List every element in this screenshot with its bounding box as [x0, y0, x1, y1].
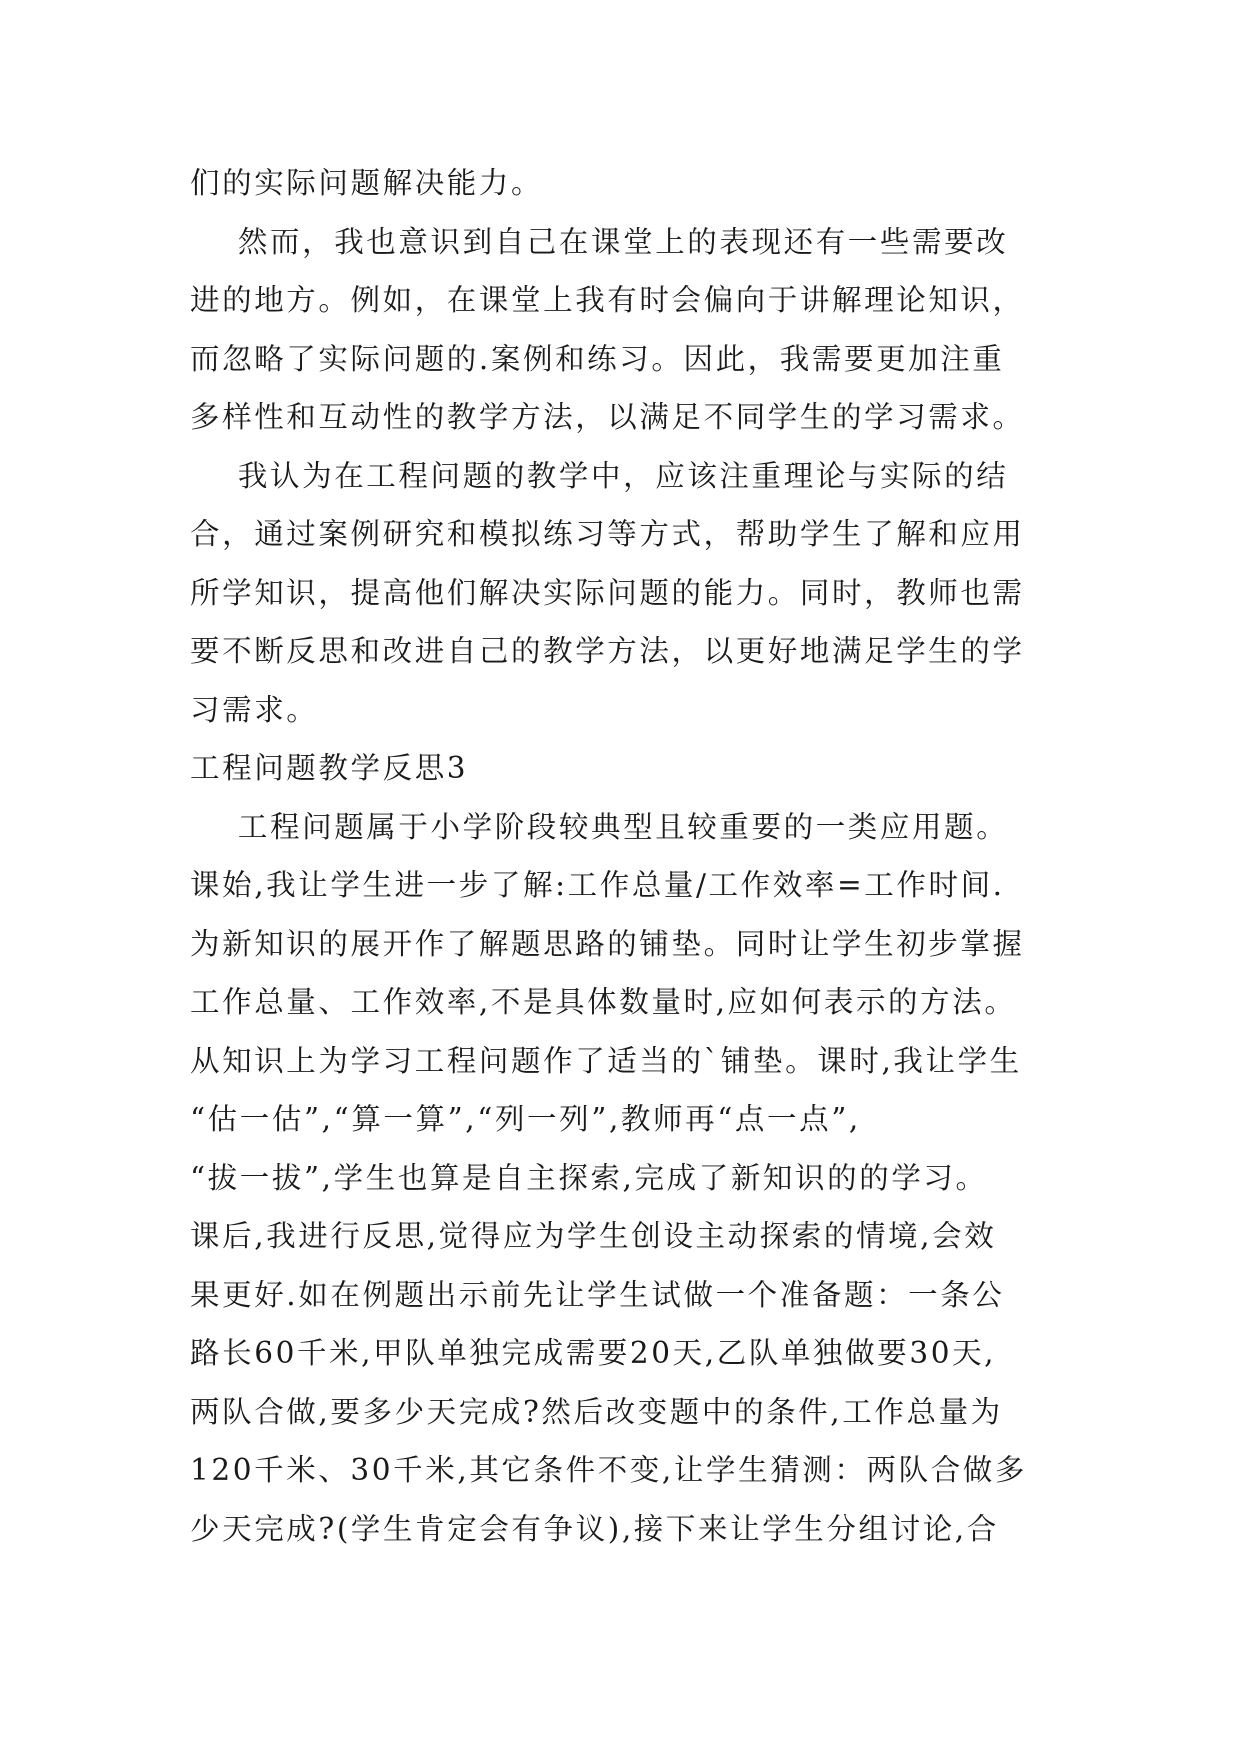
text-line-18: “拔一拔”,学生也算是自主探索,完成了新知识的的学习。	[190, 1160, 988, 1195]
text-line-21: 路长60千米,甲队单独完成需要20天,乙队单独做要30天,	[190, 1336, 997, 1370]
text-line-20: 果更好.如在例题出示前先让学生试做一个准备题：一条公	[190, 1277, 1005, 1312]
text-line-14: 为新知识的展开作了解题思路的铺垫。同时让学生初步掌握	[190, 926, 1025, 961]
document-body	[190, 154, 1050, 1558]
text-line-8: 所学知识，提高他们解决实际问题的能力。同时，教师也需	[190, 575, 1025, 610]
text-line-16: 从知识上为学习工程问题作了适当的`铺垫。课时,我让学生	[190, 1043, 1022, 1078]
text-line-12: 工程问题属于小学阶段较典型且较重要的一类应用题。	[190, 809, 1009, 844]
text-line-5: 多样性和互动性的教学方法，以满足不同学生的学习需求。	[190, 400, 1025, 434]
text-line-19: 课后,我进行反思,觉得应为学生创设主动探索的情境,会效	[190, 1219, 997, 1253]
text-line-10: 习需求。	[190, 692, 319, 727]
text-line-1: 们的实际问题解决能力。	[190, 166, 544, 200]
text-line-24: 少天完成?(学生肯定会有争议),接下来让学生分组讨论,合	[190, 1511, 999, 1546]
text-line-9: 要不断反思和改进自己的教学方法，以更好地满足学生的学	[190, 634, 1025, 668]
text-line-4: 而忽略了实际问题的.案例和练习。因此，我需要更加注重	[190, 341, 1005, 376]
text-line-7: 合，通过案例研究和模拟练习等方式，帮助学生了解和应用	[190, 517, 1025, 551]
section-heading: 工程问题教学反思3	[190, 751, 469, 785]
text-line-6: 我认为在工程问题的教学中，应该注重理论与实际的结	[190, 458, 1009, 493]
text-line-15: 工作总量、工作效率,不是具体数量时,应如何表示的方法。	[190, 985, 1017, 1019]
text-line-3: 进的地方。例如，在课堂上我有时会偏向于讲解理论知识，	[190, 283, 1025, 317]
text-line-22: 两队合做,要多少天完成?然后改变题中的条件,工作总量为	[190, 1394, 1003, 1429]
text-line-2: 然而，我也意识到自己在课堂上的表现还有一些需要改	[190, 224, 1009, 259]
text-line-23: 120千米、30千米,其它条件不变,让学生猜测：两队合做多	[190, 1453, 1027, 1487]
text-line-17: “估一估”,“算一算”,“列一列”,教师再“点一点”,	[190, 1102, 861, 1136]
text-line-13: 课始,我让学生进一步了解:工作总量/工作效率=工作时间.	[190, 868, 1005, 902]
